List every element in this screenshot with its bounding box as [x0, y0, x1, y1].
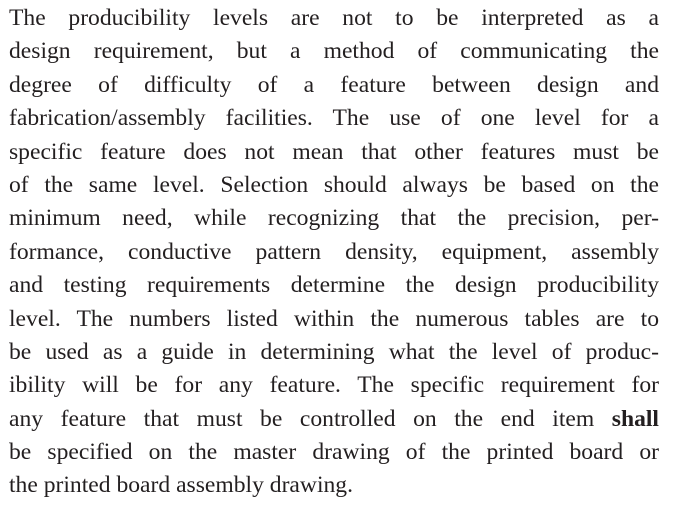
paragraph-line: level. The numbers listed within the numerous tables are to: [9, 305, 659, 332]
paragraph-line: the printed board assembly drawing.: [9, 472, 353, 499]
paragraph-line-text: any feature that must be controlled on the end item: [9, 405, 595, 432]
paragraph-line: degree of difficulty of a feature between design and: [9, 71, 659, 98]
paragraph-line: be used as a guide in determining what the level of produc-: [9, 338, 659, 365]
paragraph-line: The producibility levels are not to be interpreted as a: [9, 5, 659, 31]
paragraph-line: design requirement, but a method of communicating the: [9, 38, 659, 65]
paragraph-line: minimum need, while recognizing that the precision, per-: [9, 205, 659, 232]
paragraph-line: formance, conductive pattern density, equipment, assembly: [9, 238, 659, 265]
paragraph-line: be specified on the master drawing of the printed board or: [9, 439, 659, 466]
emphasis-word: shall: [611, 405, 659, 432]
paragraph-line: ibility will be for any feature. The specific requirement for: [9, 372, 659, 399]
paragraph-line: of the same level. Selection should always be based on the: [9, 171, 659, 198]
document-paragraph: [9, 2, 659, 503]
paragraph-line: specific feature does not mean that other features must be: [9, 138, 659, 165]
paragraph-line: and testing requirements determine the design producibility: [9, 272, 659, 299]
paragraph-line: fabrication/assembly facilities. The use of one level for a: [9, 105, 659, 132]
paragraph-line-with-emphasis: [9, 403, 659, 436]
